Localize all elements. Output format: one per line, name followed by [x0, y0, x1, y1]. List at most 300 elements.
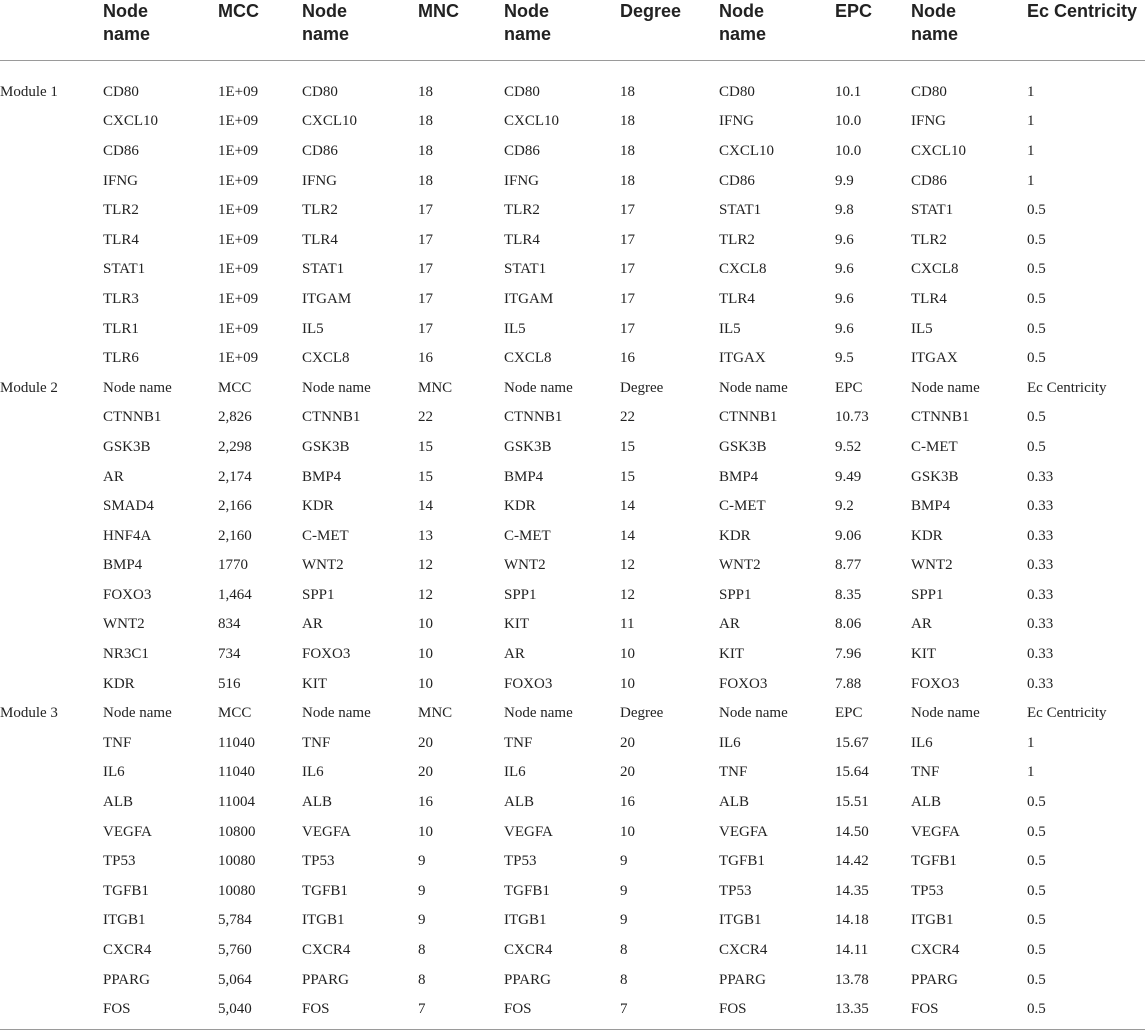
table-cell: TNF: [302, 734, 331, 751]
table-cell: 0.33: [1027, 527, 1054, 544]
table-cell: 14.35: [835, 882, 869, 899]
table-cell: ALB: [911, 794, 941, 811]
table-cell: 0.5: [1027, 1001, 1046, 1018]
table-cell: 17: [620, 320, 635, 337]
table-cell: 18: [418, 113, 433, 130]
table-cell: TGFB1: [911, 853, 957, 870]
table-cell: STAT1: [504, 261, 547, 278]
table-cell: 18: [418, 142, 433, 159]
table-cell: 0.5: [1027, 853, 1046, 870]
column-header: [911, 0, 1027, 61]
table-cell: TLR2: [719, 231, 755, 248]
table-cell: WNT2: [911, 557, 953, 574]
table-cell: 7.96: [835, 646, 862, 663]
table-cell: IL5: [911, 320, 933, 337]
table-cell: 1E+09: [218, 113, 259, 130]
table-cell: GSK3B: [719, 438, 767, 455]
table-cell: 17: [620, 290, 635, 307]
table-cell: IL6: [103, 764, 125, 781]
table-cell: SPP1: [719, 586, 752, 603]
table-cell: CTNNB1: [911, 409, 970, 426]
table-cell: 9: [620, 912, 628, 929]
table-row: [0, 107, 1145, 137]
table-cell: Node name: [719, 379, 788, 396]
table-cell: IFNG: [103, 172, 139, 189]
table-row: [0, 876, 1145, 906]
table-cell: VEGFA: [719, 823, 768, 840]
table-cell: TLR2: [911, 231, 947, 248]
table-cell: 8: [418, 971, 426, 988]
table-cell: 9.6: [835, 320, 854, 337]
table-row: [0, 994, 1145, 1030]
table-cell: KDR: [302, 498, 334, 515]
table-cell: 13.78: [835, 971, 869, 988]
table-cell: WNT2: [103, 616, 145, 633]
table-cell: KIT: [504, 616, 529, 633]
table-cell: 9: [418, 912, 426, 929]
table-cell: 14: [418, 498, 433, 515]
table-cell: 10.1: [835, 83, 862, 100]
table-cell: 14.42: [835, 853, 869, 870]
table-cell: 7: [620, 1001, 628, 1018]
table-cell: STAT1: [911, 202, 954, 219]
table-cell: 20: [620, 764, 635, 781]
table-cell: 10: [620, 675, 635, 692]
table-cell: CTNNB1: [103, 409, 162, 426]
table-cell: TGFB1: [719, 853, 765, 870]
table-cell: 8.77: [835, 557, 862, 574]
table-row: [0, 580, 1145, 610]
table-row: [0, 491, 1145, 521]
table-cell: Node name: [504, 379, 573, 396]
table-cell: 834: [218, 616, 241, 633]
table-cell: 18: [418, 172, 433, 189]
table-cell: 11004: [218, 794, 255, 811]
column-header: [620, 0, 719, 61]
table-row: [0, 551, 1145, 581]
module-label-cell: [0, 255, 103, 285]
table-cell: FOXO3: [911, 675, 960, 692]
column-header: [218, 0, 302, 61]
table-cell: 2,166: [218, 498, 252, 515]
column-header: [103, 0, 218, 61]
header-module-cell: [0, 0, 103, 61]
table-cell: Ec Centricity: [1027, 379, 1107, 396]
table-cell: 8: [620, 942, 628, 959]
table-cell: ALB: [719, 794, 749, 811]
table-cell: Node name: [302, 379, 371, 396]
table-row: [0, 432, 1145, 462]
table-cell: 0.5: [1027, 261, 1046, 278]
table-cell: BMP4: [719, 468, 759, 485]
module-label-cell: [0, 580, 103, 610]
module-label-cell: [0, 876, 103, 906]
table-cell: 15: [418, 438, 433, 455]
table-cell: ALB: [103, 794, 133, 811]
table-cell: 18: [620, 172, 635, 189]
table-cell: CD86: [719, 172, 755, 189]
table-row: [0, 610, 1145, 640]
table-cell: 12: [620, 586, 635, 603]
table-cell: FOXO3: [719, 675, 768, 692]
table-cell: 0.5: [1027, 823, 1046, 840]
table-cell: 5,784: [218, 912, 252, 929]
table-row: [0, 343, 1145, 373]
column-header-label: Ec Centricity: [1027, 1, 1138, 21]
table-cell: ITGB1: [103, 912, 146, 929]
module-label-cell: [0, 284, 103, 314]
table-cell: IL6: [302, 764, 324, 781]
table-cell: TP53: [103, 853, 136, 870]
table-cell: TLR4: [911, 290, 947, 307]
table-cell: CXCR4: [103, 942, 152, 959]
table-cell: 1,464: [218, 586, 252, 603]
table-row: [0, 462, 1145, 492]
table-cell: KIT: [911, 646, 936, 663]
table-cell: FOS: [504, 1001, 532, 1018]
table-cell: 0.33: [1027, 557, 1054, 574]
table-cell: 0.33: [1027, 675, 1054, 692]
column-header-label: MCC: [218, 1, 259, 21]
table-cell: 0.5: [1027, 290, 1046, 307]
module-label-cell: [0, 432, 103, 462]
table-cell: 1E+09: [218, 172, 259, 189]
table-cell: FOS: [719, 1001, 747, 1018]
table-row: [0, 965, 1145, 995]
table-cell: Node name: [504, 705, 573, 722]
table-cell: TLR4: [103, 231, 139, 248]
table-cell: Node name: [911, 379, 980, 396]
table-cell: 1: [1027, 142, 1035, 159]
table-cell: CD86: [103, 142, 139, 159]
table-cell: Node name: [302, 705, 371, 722]
table-row: [0, 906, 1145, 936]
table-cell: 1: [1027, 764, 1035, 781]
table-cell: FOXO3: [504, 675, 553, 692]
column-header-label: Node name: [103, 1, 151, 44]
table-cell: SPP1: [504, 586, 537, 603]
module-label-cell: [0, 166, 103, 196]
table-cell: TLR2: [302, 202, 338, 219]
table-cell: 1E+09: [218, 320, 259, 337]
table-cell: 11040: [218, 764, 255, 781]
table-cell: C-MET: [911, 438, 958, 455]
table-cell: 0.33: [1027, 498, 1054, 515]
table-row: [0, 669, 1145, 699]
table-cell: IL6: [719, 734, 741, 751]
module-label-cell: Module 1: [0, 83, 58, 100]
column-header-label: Node name: [504, 1, 552, 44]
table-cell: 516: [218, 675, 241, 692]
table-cell: 1: [1027, 113, 1035, 130]
table-row: [0, 758, 1145, 788]
column-header-label: MNC: [418, 1, 459, 21]
table-cell: C-MET: [719, 498, 766, 515]
column-header: [719, 0, 835, 61]
table-cell: 1: [1027, 172, 1035, 189]
table-cell: CTNNB1: [719, 409, 778, 426]
table-row: [0, 403, 1145, 433]
module-label-cell: [0, 136, 103, 166]
table-cell: BMP4: [504, 468, 544, 485]
table-cell: 0.5: [1027, 882, 1046, 899]
table-cell: 9: [620, 882, 628, 899]
table-cell: CXCR4: [719, 942, 768, 959]
table-cell: 15: [418, 468, 433, 485]
table-cell: ITGB1: [504, 912, 547, 929]
table-cell: 0.5: [1027, 438, 1046, 455]
module-label-cell: [0, 107, 103, 137]
table-cell: AR: [103, 468, 124, 485]
table-cell: PPARG: [302, 971, 349, 988]
table-cell: CXCR4: [504, 942, 553, 959]
table-row: [0, 521, 1145, 551]
module-label-cell: [0, 906, 103, 936]
table-cell: WNT2: [504, 557, 546, 574]
table-cell: 0.5: [1027, 350, 1046, 367]
table-cell: ITGB1: [302, 912, 345, 929]
table-cell: 2,826: [218, 409, 252, 426]
column-header: [418, 0, 504, 61]
module-label-cell: [0, 639, 103, 669]
table-cell: CD80: [719, 83, 755, 100]
table-row: [0, 255, 1145, 285]
table-cell: 10: [418, 646, 433, 663]
table-cell: 10.73: [835, 409, 869, 426]
table-cell: 0.5: [1027, 202, 1046, 219]
module-label-cell: [0, 491, 103, 521]
table-cell: IFNG: [504, 172, 540, 189]
table-cell: IL6: [911, 734, 933, 751]
module-label-cell: [0, 965, 103, 995]
table-cell: 14.18: [835, 912, 869, 929]
table-cell: 0.5: [1027, 409, 1046, 426]
module-label-cell: Module 2: [0, 379, 58, 396]
table-cell: 7.88: [835, 675, 862, 692]
table-cell: FOS: [302, 1001, 330, 1018]
table-cell: 10: [418, 675, 433, 692]
table-cell: AR: [302, 616, 323, 633]
table-cell: IL6: [504, 764, 526, 781]
table-cell: PPARG: [504, 971, 551, 988]
table-cell: CD80: [302, 83, 338, 100]
table-cell: 9.52: [835, 438, 862, 455]
module-label-cell: [0, 314, 103, 344]
table-cell: Degree: [620, 379, 664, 396]
table-cell: 1E+09: [218, 231, 259, 248]
table-row: [0, 314, 1145, 344]
table-cell: WNT2: [719, 557, 761, 574]
table-cell: 17: [620, 202, 635, 219]
table-cell: CXCL8: [911, 261, 959, 278]
table-cell: FOXO3: [302, 646, 351, 663]
table-cell: 17: [418, 202, 433, 219]
table-cell: 17: [418, 231, 433, 248]
table-row: [0, 136, 1145, 166]
table-header: [0, 0, 1145, 61]
table-cell: KIT: [302, 675, 327, 692]
column-header-label: Node name: [302, 1, 350, 44]
module-label-cell: [0, 195, 103, 225]
table-cell: CXCL8: [302, 350, 350, 367]
table-cell: BMP4: [911, 498, 951, 515]
table-cell: TLR6: [103, 350, 139, 367]
table-cell: AR: [719, 616, 740, 633]
table-cell: FOS: [911, 1001, 939, 1018]
table-cell: 9.6: [835, 261, 854, 278]
table-cell: ALB: [302, 794, 332, 811]
table-cell: VEGFA: [302, 823, 351, 840]
table-cell: Degree: [620, 705, 664, 722]
table-cell: 10: [418, 616, 433, 633]
table-row: [0, 728, 1145, 758]
table-cell: 0.33: [1027, 646, 1054, 663]
table-cell: 17: [620, 261, 635, 278]
module-label-cell: [0, 343, 103, 373]
table-cell: TLR3: [103, 290, 139, 307]
table-cell: 12: [418, 557, 433, 574]
table-cell: 16: [620, 350, 635, 367]
table-cell: ALB: [504, 794, 534, 811]
table-cell: AR: [504, 646, 525, 663]
table-cell: TLR4: [504, 231, 540, 248]
table-cell: CTNNB1: [302, 409, 361, 426]
table-cell: C-MET: [504, 527, 551, 544]
table-cell: KDR: [911, 527, 943, 544]
table-cell: SMAD4: [103, 498, 154, 515]
table-cell: 734: [218, 646, 241, 663]
table-cell: CD86: [302, 142, 338, 159]
table-cell: 5,040: [218, 1001, 252, 1018]
table-cell: TLR2: [504, 202, 540, 219]
table-cell: TGFB1: [302, 882, 348, 899]
table-cell: 10.0: [835, 142, 862, 159]
table-cell: 15.64: [835, 764, 869, 781]
table-cell: 15.67: [835, 734, 869, 751]
table-cell: 10: [418, 823, 433, 840]
table-cell: 9.6: [835, 231, 854, 248]
table-cell: 0.5: [1027, 912, 1046, 929]
table-row: [0, 639, 1145, 669]
table-cell: 7: [418, 1001, 426, 1018]
table-cell: CXCL10: [504, 113, 560, 130]
table-cell: SPP1: [911, 586, 944, 603]
column-header: [302, 0, 418, 61]
table-cell: 15: [620, 438, 635, 455]
table-cell: 0.5: [1027, 942, 1046, 959]
table-cell: Node name: [103, 379, 172, 396]
table-cell: 16: [620, 794, 635, 811]
table-cell: MCC: [218, 379, 252, 396]
table-cell: 9: [418, 853, 426, 870]
table-cell: 17: [418, 290, 433, 307]
table-cell: 5,064: [218, 971, 252, 988]
table-cell: IL5: [504, 320, 526, 337]
table-cell: 20: [418, 764, 433, 781]
module-label-cell: Module 3: [0, 705, 58, 722]
table-cell: 15.51: [835, 794, 869, 811]
table-cell: IFNG: [302, 172, 338, 189]
table-cell: KDR: [719, 527, 751, 544]
table-row: [0, 817, 1145, 847]
table-row: [0, 195, 1145, 225]
table-cell: 15: [620, 468, 635, 485]
table-cell: VEGFA: [103, 823, 152, 840]
module-label-cell: [0, 758, 103, 788]
table-cell: 1E+09: [218, 350, 259, 367]
table-cell: 10: [620, 823, 635, 840]
table-cell: FOS: [103, 1001, 131, 1018]
table-cell: ITGAX: [911, 350, 958, 367]
table-cell: ITGB1: [911, 912, 954, 929]
table-cell: 0.5: [1027, 320, 1046, 337]
table-cell: GSK3B: [504, 438, 552, 455]
table-cell: 12: [418, 586, 433, 603]
table-cell: TLR2: [103, 202, 139, 219]
table-cell: WNT2: [302, 557, 344, 574]
table-cell: 14: [620, 498, 635, 515]
table-cell: TLR4: [302, 231, 338, 248]
table-cell: TLR1: [103, 320, 139, 337]
table-cell: 0.33: [1027, 468, 1054, 485]
table-cell: TNF: [911, 764, 940, 781]
table-cell: 9.9: [835, 172, 854, 189]
table-cell: CTNNB1: [504, 409, 563, 426]
table-cell: IFNG: [719, 113, 755, 130]
table-cell: CD80: [911, 83, 947, 100]
table-cell: CD80: [504, 83, 540, 100]
table-row: [0, 225, 1145, 255]
table-cell: EPC: [835, 379, 863, 396]
column-header: [504, 0, 620, 61]
table-cell: VEGFA: [911, 823, 960, 840]
module-label-cell: [0, 403, 103, 433]
table-cell: IL5: [719, 320, 741, 337]
table-cell: 1E+09: [218, 202, 259, 219]
header-row: [0, 0, 1145, 61]
table-cell: KDR: [103, 675, 135, 692]
table-cell: 11040: [218, 734, 255, 751]
table-cell: CXCL10: [103, 113, 159, 130]
table-cell: 18: [620, 83, 635, 100]
table-cell: 18: [620, 113, 635, 130]
table-cell: 10.0: [835, 113, 862, 130]
module-label-cell: [0, 462, 103, 492]
module-label-cell: [0, 787, 103, 817]
table-cell: BMP4: [103, 557, 143, 574]
table-cell: STAT1: [302, 261, 345, 278]
table-cell: TP53: [504, 853, 537, 870]
table-cell: 0.33: [1027, 586, 1054, 603]
table-cell: 1E+09: [218, 261, 259, 278]
table-cell: ITGB1: [719, 912, 762, 929]
table-cell: 13: [418, 527, 433, 544]
table-cell: 1E+09: [218, 83, 259, 100]
column-header: [835, 0, 911, 61]
table-cell: 14.11: [835, 942, 869, 959]
table-cell: STAT1: [719, 202, 762, 219]
table-cell: KDR: [504, 498, 536, 515]
table-cell: 9.49: [835, 468, 862, 485]
column-header-label: Node name: [719, 1, 767, 44]
table-cell: GSK3B: [911, 468, 959, 485]
module-label-cell: [0, 551, 103, 581]
table-cell: 8.06: [835, 616, 862, 633]
table-cell: MNC: [418, 705, 453, 722]
table-cell: MCC: [218, 705, 252, 722]
table-cell: 9.5: [835, 350, 854, 367]
table-cell: 2,160: [218, 527, 252, 544]
